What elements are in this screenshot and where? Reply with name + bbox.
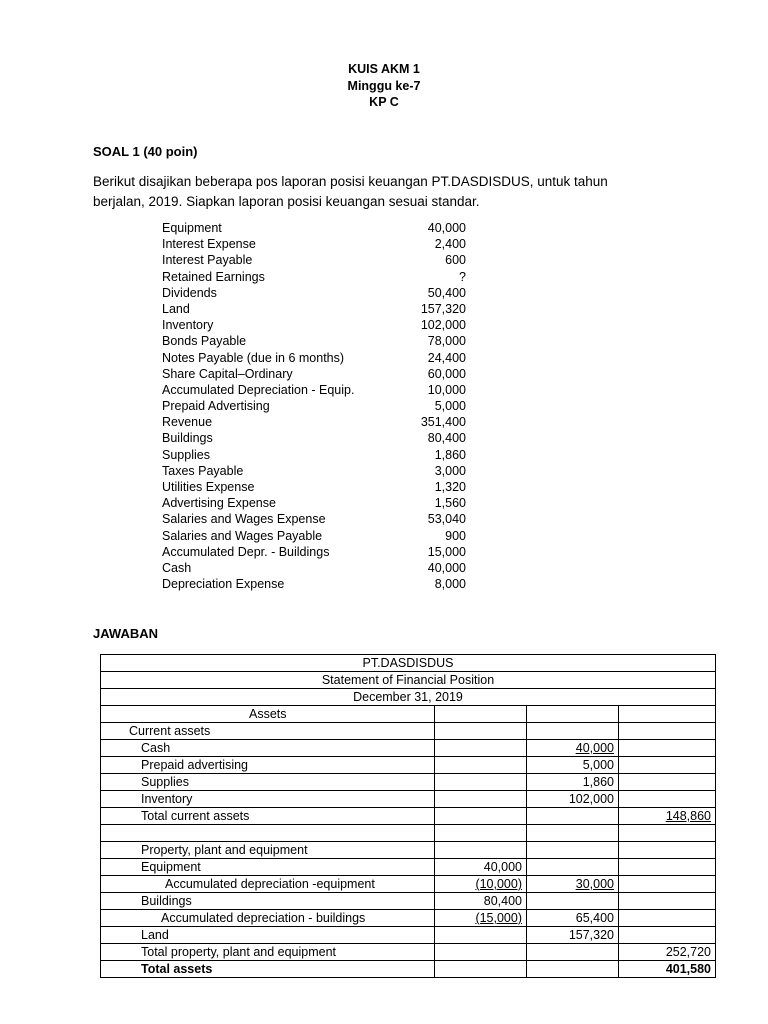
amount-col-2 [527,706,619,723]
account-item [162,447,466,463]
account-item [162,333,466,349]
amount-col-3-text: 148,860 [665,809,711,823]
account-value: 2,400 [434,237,466,252]
amount-col-3 [619,910,716,927]
table-row [101,893,716,910]
document-header [0,61,768,111]
row-label-text: Buildings [141,894,192,908]
amount-col-1 [435,723,527,740]
amount-col-1 [435,944,527,961]
amount-col-1 [435,910,527,927]
account-item [162,301,466,317]
row-label [101,808,435,825]
amount-col-2 [527,774,619,791]
amount-col-3 [619,876,716,893]
account-item [162,350,466,366]
amount-col-2-text: 5,000 [582,758,614,772]
amount-col-2 [527,808,619,825]
account-items-list [162,220,466,592]
amount-col-2 [527,961,619,978]
account-item [162,511,466,527]
amount-col-2 [527,791,619,808]
account-item [162,220,466,236]
amount-col-2-text: 65,400 [575,911,614,925]
row-label-text: Accumulated depreciation -equipment [165,877,375,891]
amount-col-1 [435,961,527,978]
row-label [101,774,435,791]
account-name: Salaries and Wages Payable [162,528,323,543]
row-label [101,961,435,978]
account-name: Equipment [162,221,222,235]
amount-col-2 [527,893,619,910]
account-item [162,236,466,252]
row-label [101,927,435,944]
row-label-text: Cash [141,741,171,755]
table-row [101,706,716,723]
amount-col-2 [527,757,619,774]
amount-col-3 [619,740,716,757]
amount-col-1-text: 40,000 [483,860,522,874]
amount-col-3 [619,961,716,978]
amount-col-2 [527,876,619,893]
amount-col-3 [619,791,716,808]
row-label-text: Total assets [141,962,213,976]
row-label [101,791,435,808]
account-item [162,382,466,398]
amount-col-1 [435,774,527,791]
row-label [101,723,435,740]
amount-col-3 [619,808,716,825]
amount-col-3 [619,774,716,791]
amount-col-1 [435,808,527,825]
amount-col-1-text: 80,400 [483,894,522,908]
account-item [162,479,466,495]
row-label-text: Inventory [141,792,193,806]
amount-col-3 [619,757,716,774]
account-value: ? [459,269,466,284]
amount-col-1 [435,791,527,808]
account-value: 15,000 [427,544,466,559]
row-label [101,825,435,842]
amount-col-2 [527,723,619,740]
row-label-text: Property, plant and equipment [141,843,308,857]
account-item [162,560,466,576]
row-label-text: Supplies [141,775,189,789]
amount-col-2 [527,825,619,842]
account-name: Taxes Payable [162,463,244,478]
quiz-title: KUIS AKM 1 [348,62,420,76]
account-name: Revenue [162,415,213,430]
table-row [101,774,716,791]
account-value: 157,320 [420,301,466,316]
account-value: 3,000 [434,463,466,478]
account-item [162,544,466,560]
row-label-text: Current assets [129,724,211,738]
amount-col-3 [619,944,716,961]
amount-col-3 [619,825,716,842]
row-label-text: Total property, plant and equipment [141,945,337,959]
row-label-text: Assets [249,707,287,721]
account-name: Accumulated Depreciation - Equip. [162,382,355,397]
row-label-text: Accumulated depreciation - buildings [161,911,366,925]
account-item [162,414,466,430]
amount-col-2 [527,944,619,961]
account-item [162,528,466,544]
company-name: PT.DASDISDUS [101,655,716,672]
amount-col-2 [527,842,619,859]
account-value: 10,000 [427,382,466,397]
account-name: Interest Expense [162,237,256,252]
row-label [101,842,435,859]
account-value: 8,000 [434,577,466,592]
amount-col-3-text: 252,720 [665,945,711,959]
amount-col-2-text: 1,860 [582,775,614,789]
amount-col-1 [435,876,527,893]
account-value: 1,560 [434,496,466,511]
account-value: 78,000 [427,334,466,349]
account-name: Depreciation Expense [162,577,285,592]
question-intro: Berikut disajikan beberapa pos laporan posisi keuangan PT.DASDISDUS, untuk tahun berjalan, 2019. Siapkan laporan posisi keuangan sesuai standar. [93,174,608,209]
row-label [101,876,435,893]
statement-title: Statement of Financial Position [101,672,716,689]
row-label-text: Equipment [141,860,201,874]
account-item [162,576,466,592]
account-value: 40,000 [427,560,466,575]
table-row [101,808,716,825]
account-value: 50,400 [427,285,466,300]
account-name: Share Capital–Ordinary [162,366,293,381]
amount-col-1-text: (15,000) [475,911,522,925]
account-value: 1,860 [434,447,466,462]
amount-col-1 [435,859,527,876]
account-name: Cash [162,560,192,575]
amount-col-1 [435,740,527,757]
table-row [101,910,716,927]
table-row [101,944,716,961]
amount-col-3 [619,706,716,723]
account-item [162,398,466,414]
table-row [101,723,716,740]
amount-col-2-text: 40,000 [575,741,614,755]
amount-col-2 [527,740,619,757]
account-name: Advertising Expense [162,496,276,511]
amount-col-2-text: 30,000 [575,877,614,891]
account-name: Supplies [162,447,210,462]
amount-col-2-text: 102,000 [568,792,614,806]
account-item [162,366,466,382]
row-label [101,740,435,757]
account-value: 40,000 [427,221,466,235]
table-row [101,791,716,808]
account-item [162,430,466,446]
account-item [162,285,466,301]
amount-col-3 [619,893,716,910]
row-label-text: Land [141,928,169,942]
question-heading: SOAL 1 (40 poin) [93,144,198,159]
account-value: 900 [445,528,466,543]
amount-col-2-text: 157,320 [568,928,614,942]
amount-col-2 [527,859,619,876]
account-name: Utilities Expense [162,480,255,494]
account-name: Accumulated Depr. - Buildings [162,544,330,559]
amount-col-3 [619,842,716,859]
account-name: Prepaid Advertising [162,399,270,414]
row-label-text: Total current assets [141,809,250,823]
table-row [101,876,716,893]
row-label [101,859,435,876]
table-row [101,740,716,757]
account-name: Interest Payable [162,253,253,268]
account-value: 53,040 [427,512,466,527]
amount-col-1 [435,825,527,842]
row-label [101,910,435,927]
amount-col-1 [435,757,527,774]
row-label [101,706,435,723]
account-value: 80,400 [427,431,466,446]
week-label: Minggu ke-7 [347,78,421,93]
amount-col-3 [619,723,716,740]
amount-col-1-text: (10,000) [475,877,522,891]
account-item [162,317,466,333]
account-value: 1,320 [434,480,466,494]
amount-col-3 [619,859,716,876]
table-row [101,961,716,978]
table-row [101,859,716,876]
amount-col-1 [435,706,527,723]
table-row [101,825,716,842]
table-row [101,842,716,859]
account-item [162,269,466,285]
amount-col-2 [527,910,619,927]
row-label [101,757,435,774]
table-row [101,927,716,944]
account-value: 351,400 [420,415,466,430]
statement-table [100,654,716,978]
account-name: Inventory [162,318,214,333]
account-name: Dividends [162,285,217,300]
amount-col-1 [435,893,527,910]
answer-heading: JAWABAN [93,626,159,641]
amount-col-3-text: 401,580 [665,962,711,976]
account-item [162,495,466,511]
statement-date: December 31, 2019 [101,689,716,706]
row-label-text: Prepaid advertising [141,758,249,772]
amount-col-1 [435,842,527,859]
account-value: 60,000 [427,366,466,381]
amount-col-2 [527,927,619,944]
account-name: Bonds Payable [162,334,247,349]
account-name: Salaries and Wages Expense [162,512,326,527]
table-row [101,757,716,774]
account-item [162,463,466,479]
account-item [162,252,466,268]
account-value: 102,000 [420,318,466,333]
amount-col-3 [619,927,716,944]
account-name: Buildings [162,431,213,446]
account-value: 5,000 [434,399,466,414]
account-name: Retained Earnings [162,269,265,284]
class-label: KP C [369,95,399,109]
account-value: 600 [445,253,466,268]
row-label [101,893,435,910]
account-value: 24,400 [427,350,466,365]
account-name: Land [162,301,190,316]
account-name: Notes Payable (due in 6 months) [162,350,345,365]
amount-col-1 [435,927,527,944]
row-label [101,944,435,961]
